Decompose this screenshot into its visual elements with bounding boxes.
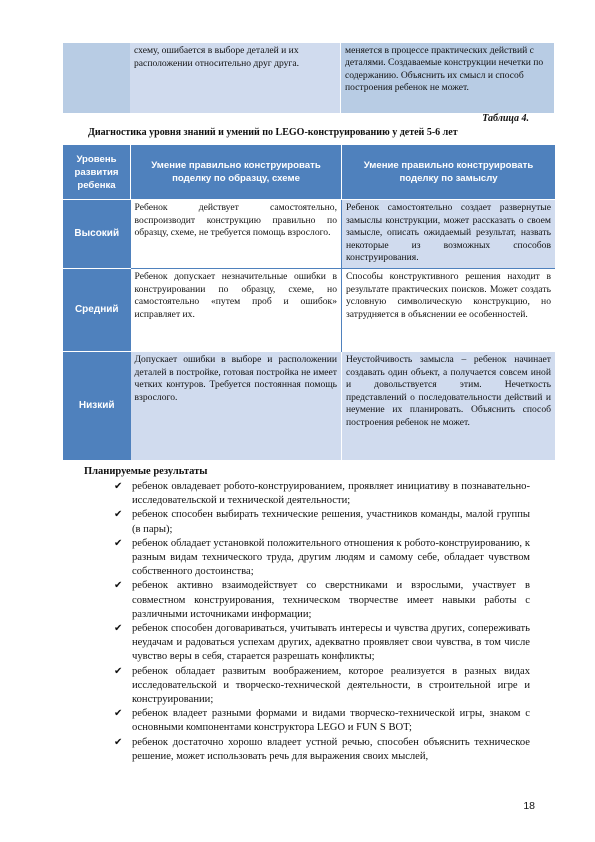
- continued-table: [63, 42, 554, 113]
- level-cell-high: Высокий: [63, 200, 131, 269]
- continued-col2-cell: схему, ошибается в выборе деталей и их расположении относительно друг друга.: [130, 43, 341, 113]
- table-row: [63, 352, 555, 461]
- checkmark-icon: ✔: [114, 537, 123, 549]
- table-row: [63, 200, 555, 269]
- results-list: [112, 480, 530, 764]
- table-caption: Таблица 4.: [482, 113, 529, 124]
- checkmark-icon: ✔: [114, 708, 123, 720]
- continued-col3-cell: меняется в процессе практических действий с деталями. Создаваемые конструкции нечетки по содержанию. Объяснить их смысл и способ построения ребенок не может.: [341, 43, 555, 113]
- row-low-col2: Допускает ошибки в выборе и расположении деталей в постройке, готовая постройка не имеет четких контуров. Требуется постоянная помощь взрослого.: [131, 352, 342, 461]
- table-heading: Диагностика уровня знаний и умений по LEGO-конструированию у детей 5-6 лет: [88, 127, 458, 138]
- list-item: ✔ ребенок обладает установкой положительного отношения к робото-конструированию, к разным видам технического труда, другим людям и самому себе, обладает чувством собственного достоинства;: [114, 537, 530, 578]
- checkmark-icon: ✔: [114, 509, 123, 521]
- continued-level-cell: [63, 43, 130, 113]
- results-title: Планируемые результаты: [84, 466, 208, 477]
- checkmark-icon: ✔: [114, 580, 123, 592]
- checkmark-icon: ✔: [114, 736, 123, 748]
- row-medium-col3: Способы конструктивного решения находит в результате практических поисков. Может создать условную символическую конструкцию, но затрудняется в объяснении ее особенностей.: [342, 269, 556, 352]
- row-medium-col2: Ребенок допускает незначительные ошибки в конструировании по образцу, схеме, но самостоятельно «путем проб и ошибок» исправляет их.: [131, 269, 342, 352]
- header-level: Уровень развития ребенка: [63, 145, 131, 200]
- checkmark-icon: ✔: [114, 481, 123, 492]
- page-number: 18: [523, 800, 535, 812]
- header-by-scheme: Умение правильно конструировать поделку по образцу, схеме: [131, 145, 342, 200]
- list-item: ✔ ребенок достаточно хорошо владеет устной речью, способен объяснить техническое решение, может использовать речь для выражения своих мыслей,: [114, 736, 530, 762]
- level-cell-medium: Средний: [63, 269, 131, 352]
- checkmark-icon: ✔: [114, 623, 123, 635]
- list-item: ✔ ребенок овладевает робото-конструированием, проявляет инициативу в познавательно-исследовательской и технической деятельности;: [114, 481, 530, 507]
- list-item: ✔ ребенок владеет разными формами и видами творческо-технической игры, знаком с основными компонентами конструктора LEGO и FUN S BOT;: [114, 708, 530, 734]
- list-item: ✔ ребенок активно взаимодействует со сверстниками и взрослыми, участвует в совместном конструирования, техническом творчестве имеет навыки работы с различными источниками информации;: [114, 580, 530, 620]
- row-low-col3: Неустойчивость замысла – ребенок начинает создавать один объект, а получается совсем иной и довольствуется этим. Нечеткость представлений о последовательности действий и неумение их планировать. Объяснить способ построения ребенок не может.: [342, 352, 556, 461]
- diagnostics-table: [63, 145, 555, 460]
- table-header-row: [63, 145, 555, 200]
- list-item: ✔ ребенок способен выбирать технические решения, участников команды, малой группы (в пары);: [114, 509, 530, 535]
- table-row: [63, 269, 555, 352]
- row-high-col3: Ребенок самостоятельно создает развернутые замыслы конструкции, может рассказать о своем замысле, описать ожидаемый результат, назвать некоторые из возможных способов конструирования.: [342, 200, 556, 269]
- header-by-idea: Умение правильно конструировать поделку по замыслу: [342, 145, 556, 200]
- checkmark-icon: ✔: [114, 665, 123, 677]
- row-high-col2: Ребенок действует самостоятельно, воспроизводит конструкцию правильно по образцу, схеме, не требуется помощь взрослого.: [131, 200, 342, 269]
- list-item: ✔ ребенок обладает развитым воображением, которое реализуется в разных видах исследовательской и творческо-технической деятельности, в строительной игре и конструировании;: [114, 665, 530, 706]
- level-cell-low: Низкий: [63, 352, 131, 461]
- list-item: ✔ ребенок способен договариваться, учитывать интересы и чувства других, сопереживать неудачам и радоваться успехам других, адекватно проявляет свои чувства, в том числе чувство веры в себя, старается разрешать конфликты;: [114, 623, 530, 663]
